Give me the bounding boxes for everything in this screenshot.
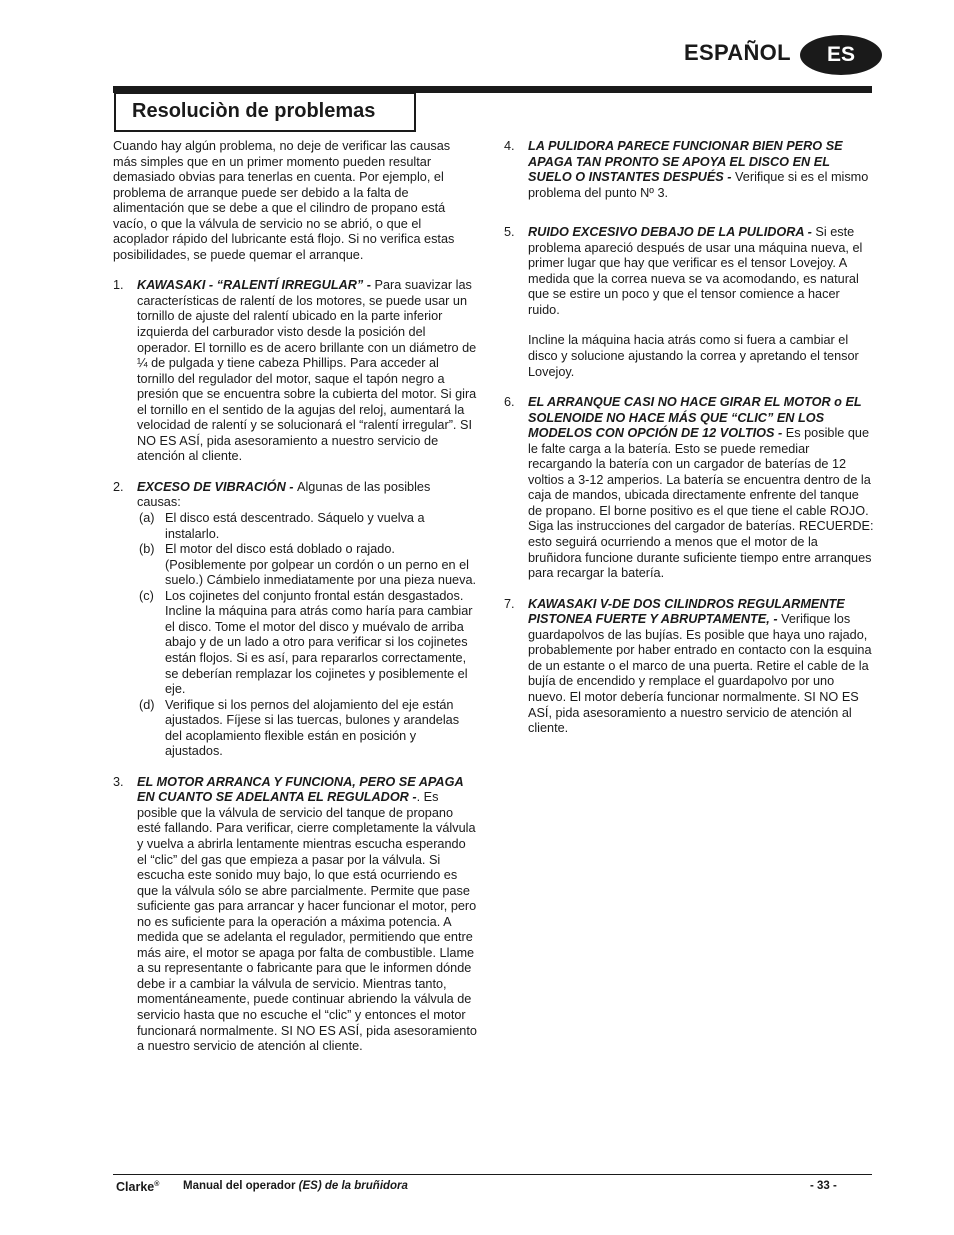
troubleshoot-item-5: [504, 225, 874, 380]
sub-item-mark: (b): [139, 542, 155, 557]
manual-code: (ES) de la bruñidora: [298, 1180, 408, 1192]
left-column: [113, 139, 477, 1055]
item-number: 2.: [113, 479, 124, 494]
item-text: Verifique si es el mismo problema del punto Nº 3.: [528, 170, 869, 200]
item-text: . Es posible que la válvula de servicio del tanque de propano esté fallando. Para verificar, cierre completamente la válvula y vuelva a abrirla lentamente mientras escucha esperando el “clic” del gas que empieza a pasar por la válvula. Si escucha este sonido muy bajo, lo que está ocurriendo es que la válvula sólo se abre parcialmente. Permite que pase suficiente gas para arrancar y hacer funcionar el motor, pero no es suficiente para la operación a máxima potencia. A medida que se adelanta el regulador, permitiendo que entre más aire, el motor se apaga por falta de combustible. Llame a su representante o fabricante para que le informen dónde debe ir a cambiar la válvula de servicio. Mientras tanto, momentáneamente, puede continuar abriendo la válvula de servicio hasta que no escuche el “clic” y entonces el motor funcionará normalmente. SI NO ES ASÍ, pida asesoramiento a nuestro servicio de atención al cliente.: [137, 790, 477, 1054]
item-number: 1.: [113, 278, 124, 293]
troubleshoot-item-7: [504, 597, 874, 737]
troubleshoot-item-2: [113, 480, 477, 760]
section-title: Resoluciòn de problemas: [132, 100, 376, 122]
brand-name: Clarke: [116, 1180, 155, 1194]
item-text: Si este problema apareció después de usar una máquina nueva, el primer lugar que hay que verificar es el tensor Lovejoy. A medida que la correa nueva se va acomodando, es natural que se estire un poco y que el tensor comience a hacer ruido.: [528, 225, 863, 317]
item-heading: KAWASAKI - “RALENTÍ IRREGULAR” -: [137, 278, 375, 293]
sub-item-text: El disco está descentrado. Sáquelo y vuelva a instalarlo.: [165, 511, 425, 541]
manual-prefix: Manual del operador: [183, 1180, 299, 1192]
item-text: Para suavizar las características de ralentí de los motores, se puede usar un tornillo de ajuste del ralentí ubicado en la parte inferior izquierda del carburador visto desde la posición del operador. El tornillo es de acero brillante con un diámetro de ¼ de pulgada y tiene cabeza Phillips. Para acceder al tornillo del regulador del motor, saque el tapón negro a presión que se encuentra sobre la cubierta del motor. Si gira el tornillo en el sentido de la agujas del reloj, aumentará la velocidad de ralentí y se solucionará el “ralentí irregular”. SI NO ES ASÍ, pida asesoramiento a nuestro servicio de atención al cliente.: [137, 278, 477, 464]
item-number: 3.: [113, 774, 124, 789]
sub-item-text: El motor del disco está doblado o rajado. (Posiblemente por golpear un cordón o un perno en el suelo.) Cámbielo inmediatamente por una pieza nueva.: [165, 542, 477, 588]
sub-item-mark: (d): [139, 697, 155, 712]
intro-paragraph: Cuando hay algún problema, no deje de verificar las causas más simples que en un primer momento pueden resultar demasiado obvias para tenerlas en cuenta. Por ejemplo, el problema de arranque puede ser debido a la falta de alimentación que se debe a que el cilindro de propano está vacío, o que la válvula de servicio no se abrió, o que el acoplador rápido del lubricante está flojo. Si no verifica estas posibilidades, se puede quemar el arranque.: [113, 139, 455, 262]
item-text-2: Incline la máquina hacia atrás como si fuera a cambiar el disco y solucione ajustando la correa y apretando el tensor Lovejoy.: [528, 333, 859, 379]
item-heading: LA PULIDORA PARECE FUNCIONAR BIEN PERO SE APAGA TAN PRONTO SE APOYA EL DISCO EN EL SUELO O INSTANTES DESPUÉS -: [528, 139, 843, 185]
sub-item-a: [137, 511, 477, 542]
item-heading: RUIDO EXCESIVO DEBAJO DE LA PULIDORA -: [528, 225, 816, 240]
item-heading: EL MOTOR ARRANCA Y FUNCIONA, PERO SE APAGA EN CUANTO SE ADELANTA EL REGULADOR -: [137, 774, 464, 805]
sub-item-b: [137, 542, 477, 589]
item-heading: EL ARRANQUE CASI NO HACE GIRAR EL MOTOR o EL SOLENOIDE NO HACE MÁS QUE “CLIC” EN LOS MODELOS CON OPCIÓN DE 12 VOLTIOS -: [528, 395, 862, 441]
item-number: 5.: [504, 225, 515, 240]
item-number: 6.: [504, 395, 515, 410]
troubleshoot-item-3: [113, 775, 477, 1055]
item-number: 4.: [504, 139, 515, 153]
sub-item-c: [137, 589, 477, 698]
sub-item-d: [137, 698, 477, 760]
item-text: Es posible que le falte carga a la batería. Esto se puede remediar recargando la batería con un cargador de baterías de 12 voltios a 3-12 amperios. La batería se encuentra dentro de la caja de mandos, ubicada directamente enfrente del tanque de propano. El borne positivo es el que tiene el cable ROJO. Siga las instrucciones del cargador de baterías. RECUERDE: esto seguirá ocurriendo a menos que el motor de la bruñidora funcione durante suficiente tiempo entre arranques para recargar la batería.: [528, 426, 874, 581]
item-text: Algunas de las posibles causas:: [137, 479, 431, 510]
troubleshoot-item-4: [504, 139, 874, 201]
footer-rule: [113, 1174, 872, 1175]
item-text: Verifique los guardapolvos de las bujías. Es posible que haya uno rajado, probablemente por haber entrado en contacto con la esquina de un estante o el marco de una puerta. Retire el cable de la bujía de encendido y remplace el guardapolvo por uno nuevo. El motor debería funcionar normalmente. SI NO ES ASÍ, pida asesoramiento a nuestro servicio de atención al cliente.: [528, 612, 872, 736]
sub-item-text: Verifique si los pernos del alojamiento del eje están ajustados. Fíjese si las tuercas, bulones y arandelas del acoplamiento flexible están en posición y ajustados.: [165, 697, 460, 759]
right-column: [504, 139, 874, 737]
sub-item-mark: (a): [139, 511, 155, 526]
item-number: 7.: [504, 596, 515, 611]
language-title: ESPAÑOL: [684, 40, 791, 65]
troubleshoot-item-1: [113, 278, 477, 465]
item-heading: EXCESO DE VIBRACIÓN -: [137, 479, 298, 494]
sub-item-text: Los cojinetes del conjunto frontal están desgastados. Incline la máquina para atrás como haría para cambiar el disco. Tome el motor del disco y muévalo de arriba abajo y de un lado a otro para verificar si los cojinetes están flojos. Si es así, para repararlos correctamente, se deberían remplazar los cojinetes y posiblemente el eje.: [165, 588, 473, 697]
page-number: - 33 -: [810, 1180, 837, 1192]
registered-mark: ®: [154, 1180, 160, 1188]
footer-brand: [116, 1180, 159, 1194]
troubleshoot-item-6: [504, 395, 874, 582]
sub-item-mark: (c): [139, 588, 154, 603]
footer-manual-title: [183, 1180, 408, 1192]
item-heading: KAWASAKI V-DE DOS CILINDROS REGULARMENTE PISTONEA FUERTE Y ABRUPTAMENTE, -: [528, 596, 845, 627]
language-badge: ES: [800, 35, 882, 75]
